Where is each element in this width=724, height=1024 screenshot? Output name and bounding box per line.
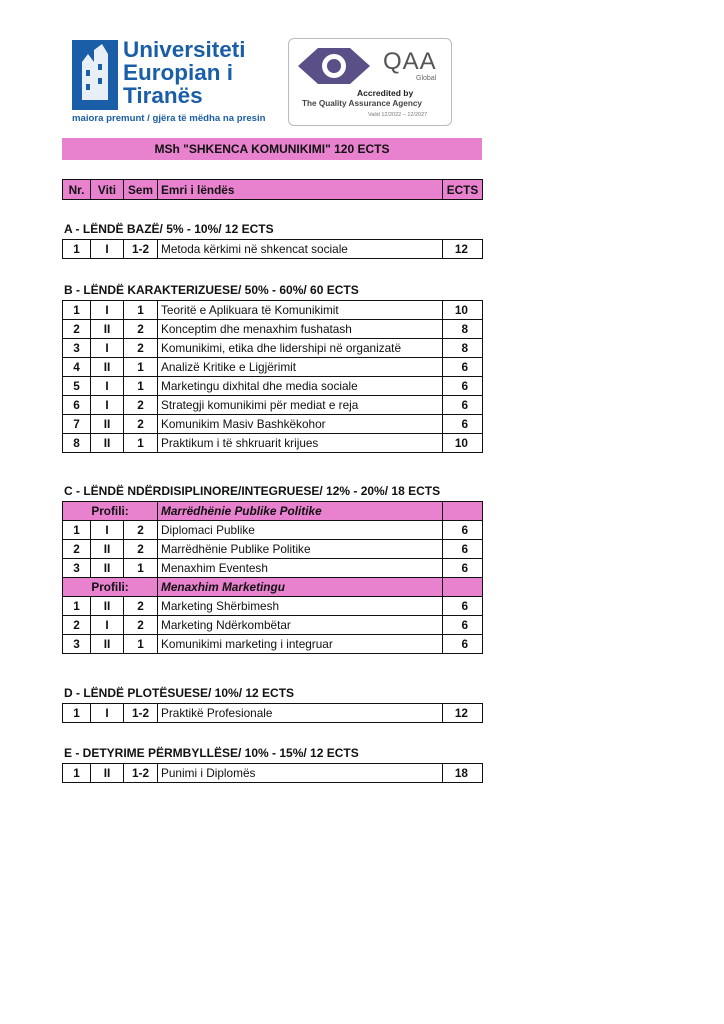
course-semester: 1 xyxy=(124,377,158,396)
course-nr: 2 xyxy=(63,320,91,339)
course-year: II xyxy=(91,358,124,377)
section-c-title: C - LËNDË NDËRDISIPLINORE/INTEGRUESE/ 12% - 20%/ 18 ECTS xyxy=(64,484,441,498)
university-motto: maiora premunt / gjëra të mëdha na presin xyxy=(72,113,266,124)
profile-ects-empty xyxy=(443,578,483,597)
profile-row xyxy=(63,502,483,521)
qaa-name: QAA xyxy=(383,48,437,75)
profile-label: Profili: xyxy=(63,502,158,521)
profile-name: Menaxhim Marketingu xyxy=(158,578,443,597)
section-d-table xyxy=(62,703,483,723)
course-ects: 6 xyxy=(443,635,483,654)
table-row xyxy=(63,616,483,635)
course-name: Komunikimi, etika dhe lidershipi në organizatë xyxy=(158,339,443,358)
course-nr: 1 xyxy=(63,240,91,259)
table-row xyxy=(63,704,483,723)
header-sem: Sem xyxy=(124,180,158,200)
table-row xyxy=(63,339,483,358)
section-b-title: B - LËNDË KARAKTERIZUESE/ 50% - 60%/ 60 ECTS xyxy=(64,283,359,297)
section-e-table xyxy=(62,763,483,783)
course-name: Konceptim dhe menaxhim fushatash xyxy=(158,320,443,339)
table-row xyxy=(63,521,483,540)
course-name: Strategji komunikimi për mediat e reja xyxy=(158,396,443,415)
course-name: Komunikim Masiv Bashkëkohor xyxy=(158,415,443,434)
course-semester: 1 xyxy=(124,559,158,578)
course-year: II xyxy=(91,320,124,339)
table-row xyxy=(63,240,483,259)
course-semester: 2 xyxy=(124,521,158,540)
course-name: Praktikum i të shkruarit krijues xyxy=(158,434,443,453)
course-nr: 6 xyxy=(63,396,91,415)
table-row xyxy=(63,415,483,434)
course-ects: 6 xyxy=(443,358,483,377)
qaa-eye-icon xyxy=(296,44,372,88)
course-nr: 8 xyxy=(63,434,91,453)
course-nr: 1 xyxy=(63,521,91,540)
course-semester: 1-2 xyxy=(124,240,158,259)
course-ects: 6 xyxy=(443,396,483,415)
section-c-table xyxy=(62,501,483,654)
course-year: II xyxy=(91,635,124,654)
section-a-table xyxy=(62,239,483,259)
course-nr: 7 xyxy=(63,415,91,434)
table-row xyxy=(63,635,483,654)
course-nr: 3 xyxy=(63,559,91,578)
course-ects: 8 xyxy=(443,320,483,339)
header-emri: Emri i lëndës xyxy=(158,180,443,200)
course-year: I xyxy=(91,704,124,723)
header-ects: ECTS xyxy=(443,180,483,200)
course-ects: 6 xyxy=(443,521,483,540)
course-ects: 6 xyxy=(443,415,483,434)
university-name: Universiteti Europian i Tiranës xyxy=(123,37,246,108)
course-semester: 2 xyxy=(124,616,158,635)
course-name: Metoda kërkimi në shkencat sociale xyxy=(158,240,443,259)
course-nr: 5 xyxy=(63,377,91,396)
course-year: I xyxy=(91,616,124,635)
course-semester: 1-2 xyxy=(124,764,158,783)
course-year: I xyxy=(91,521,124,540)
course-nr: 3 xyxy=(63,635,91,654)
course-semester: 2 xyxy=(124,415,158,434)
course-semester: 1 xyxy=(124,434,158,453)
course-nr: 1 xyxy=(63,597,91,616)
course-ects: 8 xyxy=(443,339,483,358)
course-year: II xyxy=(91,764,124,783)
course-semester: 1 xyxy=(124,635,158,654)
course-ects: 12 xyxy=(443,240,483,259)
profile-row xyxy=(63,578,483,597)
course-ects: 6 xyxy=(443,597,483,616)
course-year: II xyxy=(91,434,124,453)
course-year: I xyxy=(91,339,124,358)
qaa-agency: The Quality Assurance Agency xyxy=(302,99,422,108)
course-semester: 1 xyxy=(124,301,158,320)
course-nr: 2 xyxy=(63,540,91,559)
section-e-title: E - DETYRIME PËRMBYLLËSE/ 10% - 15%/ 12 ECTS xyxy=(64,746,359,760)
section-b-table xyxy=(62,300,483,453)
course-name: Diplomaci Publike xyxy=(158,521,443,540)
course-name: Marketingu dixhital dhe media sociale xyxy=(158,377,443,396)
course-ects: 10 xyxy=(443,434,483,453)
table-row xyxy=(63,764,483,783)
profile-name: Marrëdhënie Publike Politike xyxy=(158,502,443,521)
qaa-validity: Valid 12/2022 – 12/2027 xyxy=(368,112,428,118)
university-logo-mark xyxy=(72,40,118,110)
course-semester: 2 xyxy=(124,396,158,415)
course-ects: 18 xyxy=(443,764,483,783)
course-semester: 2 xyxy=(124,597,158,616)
course-year: I xyxy=(91,377,124,396)
course-name: Teoritë e Aplikuara të Komunikimit xyxy=(158,301,443,320)
table-row xyxy=(63,434,483,453)
course-name: Menaxhim Eventesh xyxy=(158,559,443,578)
course-ects: 6 xyxy=(443,540,483,559)
table-row xyxy=(63,597,483,616)
course-semester: 2 xyxy=(124,339,158,358)
section-d-title: D - LËNDË PLOTËSUESE/ 10%/ 12 ECTS xyxy=(64,686,295,700)
course-year: II xyxy=(91,597,124,616)
column-header-table xyxy=(62,179,483,200)
course-year: I xyxy=(91,396,124,415)
course-nr: 3 xyxy=(63,339,91,358)
course-year: I xyxy=(91,240,124,259)
section-a-title: A - LËNDË BAZË/ 5% - 10%/ 12 ECTS xyxy=(64,222,274,236)
course-semester: 2 xyxy=(124,540,158,559)
program-title: MSh "SHKENCA KOMUNIKIMI" 120 ECTS xyxy=(62,138,482,160)
header-nr: Nr. xyxy=(63,180,91,200)
profile-ects-empty xyxy=(443,502,483,521)
course-name: Punimi i Diplomës xyxy=(158,764,443,783)
course-year: II xyxy=(91,559,124,578)
course-name: Marrëdhënie Publike Politike xyxy=(158,540,443,559)
course-ects: 6 xyxy=(443,377,483,396)
course-ects: 10 xyxy=(443,301,483,320)
course-year: II xyxy=(91,540,124,559)
course-nr: 2 xyxy=(63,616,91,635)
qaa-accredited: Accredited by xyxy=(357,88,414,98)
course-name: Marketing Shërbimesh xyxy=(158,597,443,616)
course-semester: 2 xyxy=(124,320,158,339)
table-row xyxy=(63,540,483,559)
table-row xyxy=(63,559,483,578)
course-name: Praktikë Profesionale xyxy=(158,704,443,723)
course-ects: 6 xyxy=(443,616,483,635)
course-name: Analizë Kritike e Ligjërimit xyxy=(158,358,443,377)
table-row xyxy=(63,320,483,339)
table-row xyxy=(63,377,483,396)
course-name: Marketing Ndërkombëtar xyxy=(158,616,443,635)
profile-label: Profili: xyxy=(63,578,158,597)
course-semester: 1-2 xyxy=(124,704,158,723)
course-semester: 1 xyxy=(124,358,158,377)
qaa-global: Global xyxy=(416,75,437,82)
table-row xyxy=(63,301,483,320)
course-name: Komunikimi marketing i integruar xyxy=(158,635,443,654)
course-year: I xyxy=(91,301,124,320)
course-nr: 4 xyxy=(63,358,91,377)
table-row xyxy=(63,396,483,415)
course-nr: 1 xyxy=(63,704,91,723)
header-viti: Viti xyxy=(91,180,124,200)
course-nr: 1 xyxy=(63,764,91,783)
course-year: II xyxy=(91,415,124,434)
course-ects: 6 xyxy=(443,559,483,578)
course-ects: 12 xyxy=(443,704,483,723)
table-row xyxy=(63,358,483,377)
course-nr: 1 xyxy=(63,301,91,320)
